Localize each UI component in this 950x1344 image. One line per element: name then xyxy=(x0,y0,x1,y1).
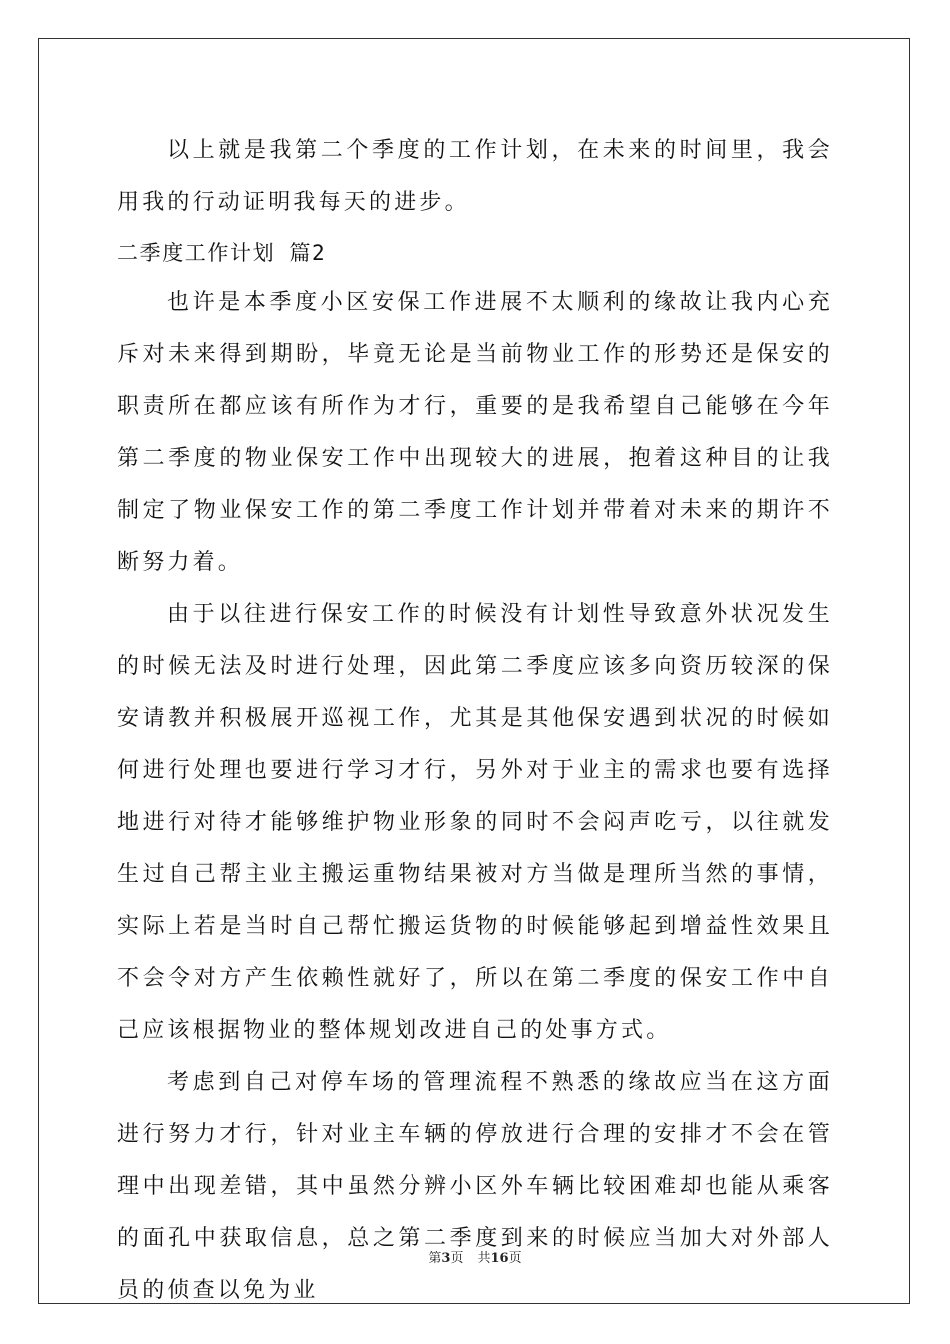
paragraph-1: 也许是本季度小区安保工作进展不太顺利的缘故让我内心充斥对未来得到期盼，毕竟无论是当前物业工作的形势还是保安的职责所在都应该有所作为才行，重要的是我希望自己能够在今年第二季度的物业保安工作中出现较大的进展，抱着这种目的让我制定了物业保安工作的第二季度工作计划并带着对未来的期许不断努力着。 xyxy=(117,290,833,575)
total-pages: 16 xyxy=(490,1251,509,1266)
total-suffix: 页 xyxy=(508,1251,522,1266)
paragraph-intro: 以上就是我第二个季度的工作计划，在未来的时间里，我会用我的行动证明我每天的进步。 xyxy=(117,138,833,215)
section-heading: 二季度工作计划 篇2 xyxy=(117,241,327,265)
page-number: 3 xyxy=(441,1251,451,1266)
document-body xyxy=(117,125,833,1317)
page-footer xyxy=(0,1247,950,1266)
total-prefix: 共 xyxy=(477,1251,491,1266)
page-prefix: 第 xyxy=(428,1251,442,1266)
page-suffix: 页 xyxy=(450,1251,464,1266)
paragraph-3: 考虑到自己对停车场的管理流程不熟悉的缘故应当在这方面进行努力才行，针对业主车辆的停放进行合理的安排才不会在管理中出现差错，其中虽然分辨小区外车辆比较困难却也能从乘客的面孔中获取信息，总之第二季度到来的时候应当加大对外部人员的侦查以免为业 xyxy=(117,1070,833,1303)
paragraph-2: 由于以往进行保安工作的时候没有计划性导致意外状况发生的时候无法及时进行处理，因此第二季度应该多向资历较深的保安请教并积极展开巡视工作，尤其是其他保安遇到状况的时候如何进行处理也要进行学习才行，另外对于业主的需求也要有选择地进行对待才能够维护物业形象的同时不会闷声吃亏，以往就发生过自己帮主业主搬运重物结果被对方当做是理所当然的事情，实际上若是当时自己帮忙搬运货物的时候能够起到增益性效果且不会令对方产生依赖性就好了，所以在第二季度的保安工作中自己应该根据物业的整体规划改进自己的处事方式。 xyxy=(117,602,833,1043)
